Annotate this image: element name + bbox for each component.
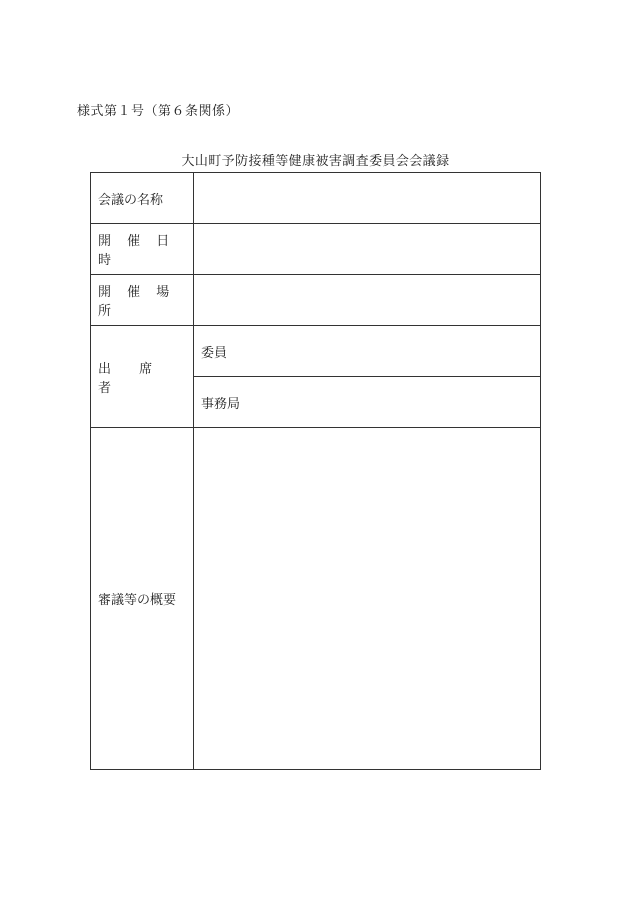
datetime-field[interactable] [194, 224, 541, 275]
document-title: 大山町予防接種等健康被害調査委員会会議録 [181, 154, 450, 169]
venue-field[interactable] [194, 275, 541, 326]
attendees-label: 出 席 者 [91, 326, 194, 428]
attendees-members-field[interactable]: 委員 [194, 326, 541, 377]
attendees-secretariat-field[interactable]: 事務局 [194, 377, 541, 428]
summary-field[interactable] [194, 428, 541, 770]
row-datetime [91, 224, 541, 275]
row-meeting-name [91, 173, 541, 224]
meeting-name-label: 会議の名称 [91, 173, 194, 224]
row-attendees-members [91, 326, 541, 377]
datetime-label: 開 催 日 時 [91, 224, 194, 275]
venue-label: 開 催 場 所 [91, 275, 194, 326]
summary-label: 審議等の概要 [91, 428, 194, 770]
meeting-name-field[interactable] [194, 173, 541, 224]
row-venue [91, 275, 541, 326]
form-number: 様式第１号（第６条関係） [77, 104, 240, 119]
row-summary [91, 428, 541, 770]
minutes-table [90, 172, 541, 770]
